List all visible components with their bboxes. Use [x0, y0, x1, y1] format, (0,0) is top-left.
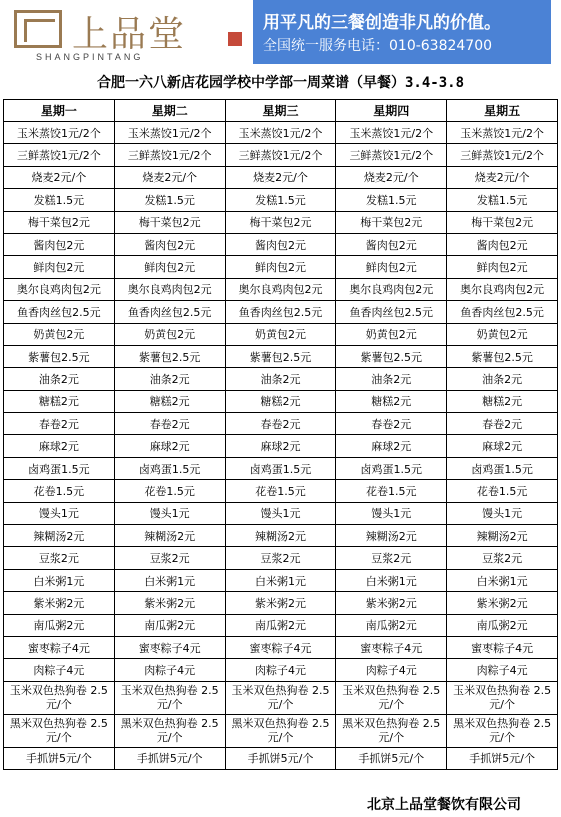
logo	[14, 10, 244, 62]
menu-cell: 蜜枣粽子4元	[225, 636, 336, 658]
table-row	[4, 211, 558, 233]
menu-cell: 奶黄包2元	[114, 323, 225, 345]
menu-cell: 紫薯包2.5元	[114, 345, 225, 367]
menu-cell: 酱肉包2元	[225, 233, 336, 255]
menu-cell: 奥尔良鸡肉包2元	[4, 278, 115, 300]
menu-cell: 鱼香肉丝包2.5元	[114, 301, 225, 323]
menu-cell: 春卷2元	[447, 413, 558, 435]
menu-cell: 酱肉包2元	[447, 233, 558, 255]
weekly-menu-table	[3, 99, 558, 770]
menu-cell: 南瓜粥2元	[114, 614, 225, 636]
table-row	[4, 636, 558, 658]
menu-cell: 春卷2元	[336, 413, 447, 435]
menu-cell: 紫薯包2.5元	[336, 345, 447, 367]
menu-cell: 三鲜蒸饺1元/2个	[225, 144, 336, 166]
table-row	[4, 256, 558, 278]
menu-title: 合肥一六八新店花园学校中学部一周菜谱（早餐）3.4-3.8	[97, 75, 464, 91]
table-row	[4, 278, 558, 300]
day-header: 星期三	[225, 100, 336, 122]
menu-cell: 蜜枣粽子4元	[4, 636, 115, 658]
seal-icon	[228, 32, 242, 46]
table-row	[4, 547, 558, 569]
menu-cell: 豆浆2元	[4, 547, 115, 569]
menu-cell: 馒头1元	[336, 502, 447, 524]
table-row	[4, 681, 558, 714]
menu-cell: 紫米粥2元	[336, 592, 447, 614]
menu-cell: 馒头1元	[447, 502, 558, 524]
menu-cell: 花卷1.5元	[114, 480, 225, 502]
menu-cell: 豆浆2元	[225, 547, 336, 569]
menu-cell: 紫米粥2元	[114, 592, 225, 614]
menu-cell: 白米粥1元	[225, 569, 336, 591]
table-row	[4, 189, 558, 211]
menu-cell: 玉米双色热狗卷 2.5元/个	[336, 681, 447, 714]
menu-cell: 花卷1.5元	[4, 480, 115, 502]
menu-cell: 花卷1.5元	[447, 480, 558, 502]
menu-cell: 奥尔良鸡肉包2元	[447, 278, 558, 300]
menu-cell: 南瓜粥2元	[225, 614, 336, 636]
menu-cell: 黑米双色热狗卷 2.5元/个	[225, 714, 336, 747]
table-row	[4, 166, 558, 188]
menu-cell: 鲜肉包2元	[225, 256, 336, 278]
menu-cell: 鲜肉包2元	[447, 256, 558, 278]
menu-cell: 南瓜粥2元	[4, 614, 115, 636]
menu-cell: 麻球2元	[447, 435, 558, 457]
menu-cell: 奶黄包2元	[447, 323, 558, 345]
menu-cell: 玉米双色热狗卷 2.5元/个	[225, 681, 336, 714]
menu-cell: 鱼香肉丝包2.5元	[336, 301, 447, 323]
table-row	[4, 592, 558, 614]
service-phone: 全国统一服务电话：010-63824700	[263, 38, 493, 54]
menu-cell: 辣糊汤2元	[114, 525, 225, 547]
table-row	[4, 457, 558, 479]
menu-cell: 卤鸡蛋1.5元	[447, 457, 558, 479]
menu-cell: 肉粽子4元	[225, 659, 336, 681]
logo-name: 上品堂	[72, 14, 187, 55]
menu-cell: 玉米蒸饺1元/2个	[447, 122, 558, 144]
table-row	[4, 122, 558, 144]
menu-cell: 油条2元	[336, 368, 447, 390]
menu-cell: 奥尔良鸡肉包2元	[225, 278, 336, 300]
menu-cell: 奶黄包2元	[225, 323, 336, 345]
table-row	[4, 301, 558, 323]
menu-cell: 玉米蒸饺1元/2个	[114, 122, 225, 144]
menu-cell: 手抓饼5元/个	[225, 747, 336, 769]
menu-cell: 三鲜蒸饺1元/2个	[4, 144, 115, 166]
company-name: 北京上品堂餐饮有限公司	[367, 797, 521, 813]
menu-cell: 奥尔良鸡肉包2元	[336, 278, 447, 300]
menu-cell: 黑米双色热狗卷 2.5元/个	[336, 714, 447, 747]
menu-cell: 麻球2元	[336, 435, 447, 457]
menu-cell: 紫薯包2.5元	[447, 345, 558, 367]
menu-cell: 卤鸡蛋1.5元	[225, 457, 336, 479]
menu-cell: 梅干菜包2元	[225, 211, 336, 233]
menu-cell: 酱肉包2元	[114, 233, 225, 255]
menu-cell: 黑米双色热狗卷 2.5元/个	[447, 714, 558, 747]
table-row	[4, 569, 558, 591]
slogan-text: 用平凡的三餐创造非凡的价值。	[263, 13, 501, 33]
menu-cell: 白米粥1元	[336, 569, 447, 591]
menu-body	[4, 122, 558, 770]
menu-cell: 糖糕2元	[4, 390, 115, 412]
menu-cell: 玉米双色热狗卷 2.5元/个	[114, 681, 225, 714]
menu-cell: 梅干菜包2元	[336, 211, 447, 233]
menu-cell: 辣糊汤2元	[336, 525, 447, 547]
menu-cell: 蜜枣粽子4元	[447, 636, 558, 658]
menu-cell: 玉米蒸饺1元/2个	[336, 122, 447, 144]
day-header: 星期四	[336, 100, 447, 122]
menu-cell: 酱肉包2元	[336, 233, 447, 255]
table-row	[4, 614, 558, 636]
menu-cell: 白米粥1元	[4, 569, 115, 591]
menu-cell: 三鲜蒸饺1元/2个	[114, 144, 225, 166]
menu-cell: 糖糕2元	[225, 390, 336, 412]
menu-cell: 烧麦2元/个	[447, 166, 558, 188]
menu-cell: 烧麦2元/个	[114, 166, 225, 188]
menu-cell: 卤鸡蛋1.5元	[4, 457, 115, 479]
menu-cell: 发糕1.5元	[4, 189, 115, 211]
menu-cell: 辣糊汤2元	[225, 525, 336, 547]
menu-cell: 白米粥1元	[114, 569, 225, 591]
menu-cell: 白米粥1元	[447, 569, 558, 591]
menu-cell: 辣糊汤2元	[4, 525, 115, 547]
menu-cell: 梅干菜包2元	[447, 211, 558, 233]
menu-cell: 卤鸡蛋1.5元	[114, 457, 225, 479]
table-row	[4, 390, 558, 412]
table-row	[4, 525, 558, 547]
menu-cell: 南瓜粥2元	[447, 614, 558, 636]
menu-cell: 麻球2元	[114, 435, 225, 457]
table-row	[4, 480, 558, 502]
logo-mark-icon	[14, 10, 62, 48]
menu-cell: 馒头1元	[4, 502, 115, 524]
menu-cell: 花卷1.5元	[336, 480, 447, 502]
menu-cell: 豆浆2元	[114, 547, 225, 569]
menu-cell: 馒头1元	[225, 502, 336, 524]
table-row	[4, 435, 558, 457]
menu-cell: 油条2元	[114, 368, 225, 390]
menu-cell: 馒头1元	[114, 502, 225, 524]
day-header: 星期一	[4, 100, 115, 122]
menu-cell: 手抓饼5元/个	[114, 747, 225, 769]
menu-cell: 玉米双色热狗卷 2.5元/个	[447, 681, 558, 714]
menu-cell: 花卷1.5元	[225, 480, 336, 502]
day-header: 星期五	[447, 100, 558, 122]
menu-cell: 糖糕2元	[336, 390, 447, 412]
menu-cell: 梅干菜包2元	[4, 211, 115, 233]
menu-cell: 奶黄包2元	[4, 323, 115, 345]
menu-cell: 鲜肉包2元	[114, 256, 225, 278]
menu-cell: 南瓜粥2元	[336, 614, 447, 636]
menu-cell: 梅干菜包2元	[114, 211, 225, 233]
menu-cell: 鲜肉包2元	[336, 256, 447, 278]
menu-cell: 紫薯包2.5元	[225, 345, 336, 367]
menu-cell: 糖糕2元	[447, 390, 558, 412]
menu-cell: 糖糕2元	[114, 390, 225, 412]
table-row	[4, 659, 558, 681]
menu-cell: 烧麦2元/个	[225, 166, 336, 188]
menu-cell: 肉粽子4元	[447, 659, 558, 681]
header	[0, 0, 561, 68]
table-header-row	[4, 100, 558, 122]
menu-cell: 手抓饼5元/个	[4, 747, 115, 769]
menu-cell: 卤鸡蛋1.5元	[336, 457, 447, 479]
table-row	[4, 747, 558, 769]
menu-cell: 春卷2元	[114, 413, 225, 435]
menu-cell: 三鲜蒸饺1元/2个	[336, 144, 447, 166]
day-header: 星期二	[114, 100, 225, 122]
table-row	[4, 233, 558, 255]
menu-cell: 肉粽子4元	[4, 659, 115, 681]
menu-cell: 发糕1.5元	[447, 189, 558, 211]
menu-cell: 辣糊汤2元	[447, 525, 558, 547]
menu-cell: 紫米粥2元	[447, 592, 558, 614]
menu-cell: 手抓饼5元/个	[336, 747, 447, 769]
menu-cell: 油条2元	[225, 368, 336, 390]
menu-cell: 紫薯包2.5元	[4, 345, 115, 367]
menu-cell: 鱼香肉丝包2.5元	[447, 301, 558, 323]
menu-cell: 黑米双色热狗卷 2.5元/个	[4, 714, 115, 747]
menu-cell: 玉米双色热狗卷 2.5元/个	[4, 681, 115, 714]
menu-cell: 发糕1.5元	[114, 189, 225, 211]
table-row	[4, 144, 558, 166]
table-row	[4, 323, 558, 345]
menu-cell: 玉米蒸饺1元/2个	[225, 122, 336, 144]
menu-cell: 发糕1.5元	[225, 189, 336, 211]
menu-cell: 肉粽子4元	[336, 659, 447, 681]
menu-cell: 鲜肉包2元	[4, 256, 115, 278]
menu-cell: 烧麦2元/个	[4, 166, 115, 188]
menu-cell: 鱼香肉丝包2.5元	[4, 301, 115, 323]
menu-cell: 蜜枣粽子4元	[336, 636, 447, 658]
menu-cell: 肉粽子4元	[114, 659, 225, 681]
menu-cell: 麻球2元	[225, 435, 336, 457]
menu-cell: 手抓饼5元/个	[447, 747, 558, 769]
menu-cell: 烧麦2元/个	[336, 166, 447, 188]
menu-cell: 豆浆2元	[447, 547, 558, 569]
slogan-banner	[253, 0, 551, 64]
menu-cell: 酱肉包2元	[4, 233, 115, 255]
table-row	[4, 714, 558, 747]
menu-cell: 紫米粥2元	[4, 592, 115, 614]
menu-cell: 春卷2元	[225, 413, 336, 435]
menu-cell: 鱼香肉丝包2.5元	[225, 301, 336, 323]
table-row	[4, 368, 558, 390]
menu-cell: 油条2元	[4, 368, 115, 390]
menu-cell: 玉米蒸饺1元/2个	[4, 122, 115, 144]
menu-cell: 油条2元	[447, 368, 558, 390]
menu-cell: 奶黄包2元	[336, 323, 447, 345]
table-row	[4, 413, 558, 435]
menu-cell: 紫米粥2元	[225, 592, 336, 614]
menu-cell: 豆浆2元	[336, 547, 447, 569]
menu-cell: 蜜枣粽子4元	[114, 636, 225, 658]
table-row	[4, 345, 558, 367]
menu-cell: 奥尔良鸡肉包2元	[114, 278, 225, 300]
logo-subtitle: SHANGPINTANG	[36, 52, 144, 62]
table-row	[4, 502, 558, 524]
menu-cell: 发糕1.5元	[336, 189, 447, 211]
menu-cell: 春卷2元	[4, 413, 115, 435]
menu-cell: 三鲜蒸饺1元/2个	[447, 144, 558, 166]
menu-cell: 黑米双色热狗卷 2.5元/个	[114, 714, 225, 747]
menu-cell: 麻球2元	[4, 435, 115, 457]
